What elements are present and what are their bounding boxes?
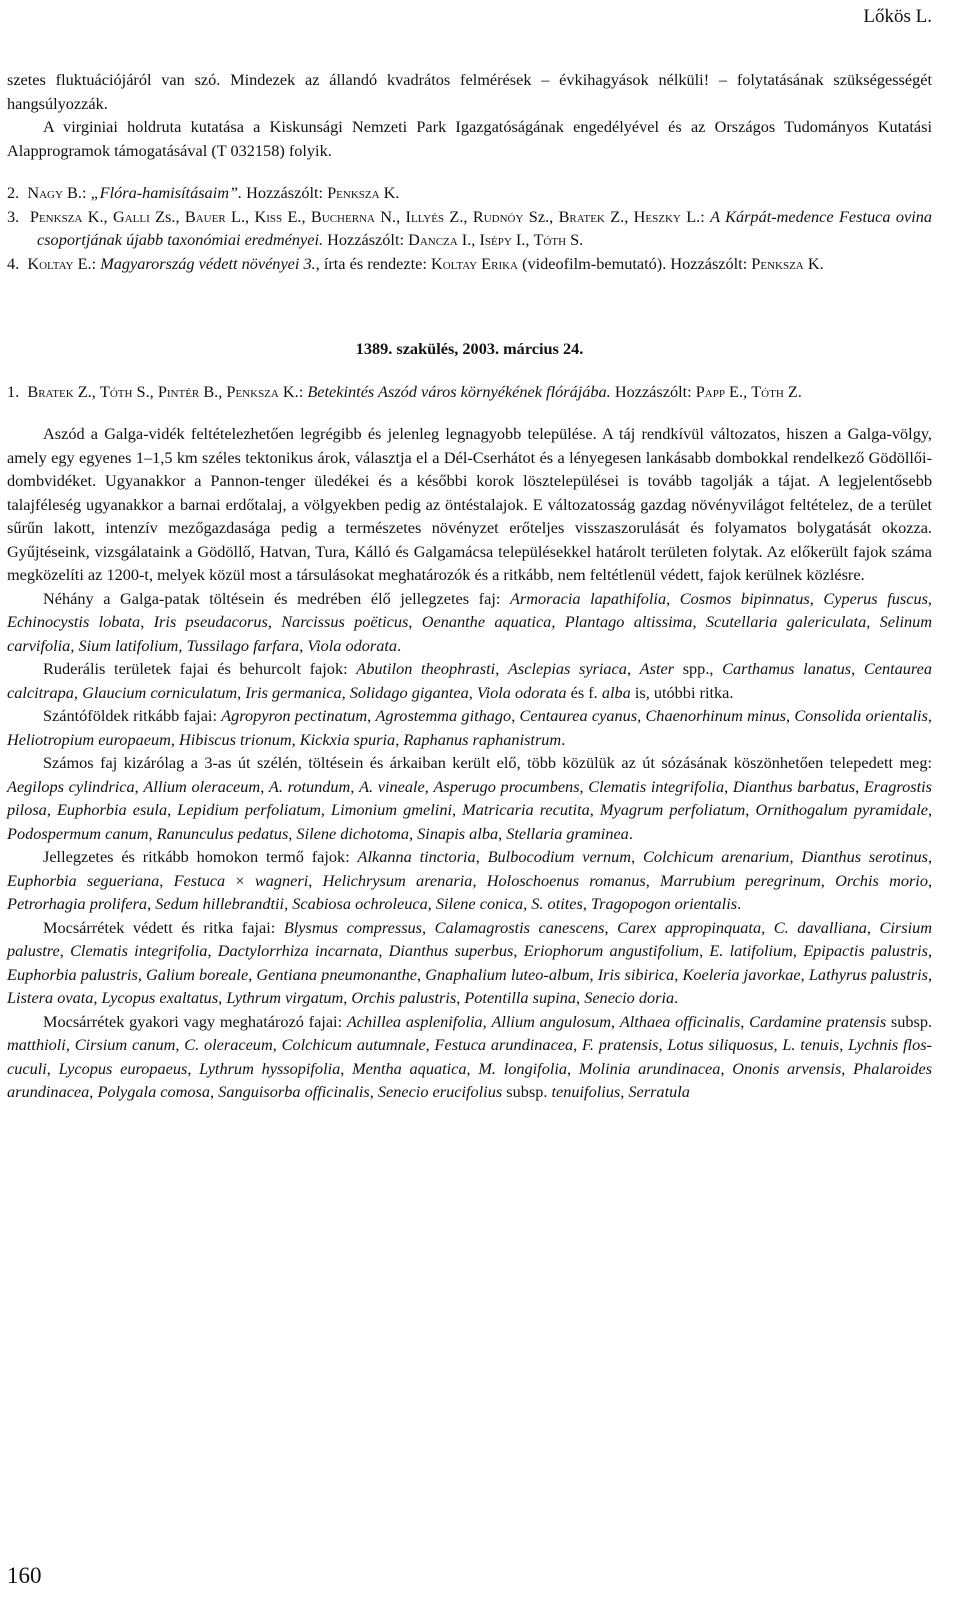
intro-paragraph-1: szetes fluktuációjáról van szó. Mindezek az állandó kvadrátos felmérések – évkihagyások nélküli! – folytatásának szükségességét hangsúlyozzák. [7, 70, 932, 113]
session-heading: 1389. szakülés, 2003. március 24. [355, 339, 584, 358]
body-paragraph: Mocsárrétek védett és ritka fajai: Blysmus compressus, Calamagrostis canescens, Carex appropinquata, C. davalliana, Cirsium palustre, Clematis integrifolia, Dactylorrhiza incarnata, Dianthus superbus, Eriophorum angustifolium, E. latifolium, Epipactis palustris, Euphorbia palustris, Galium boreale, Gentiana pneumonanthe, Gnaphalium luteo-album, Iris sibirica, Koeleria javorkae, Lathyrus palustris, Listera ovata, Lycopus exaltatus, Lythrum virgatum, Orchis palustris, Potentilla supina, Senecio doria. [7, 917, 933, 1007]
intro-paragraph-2: A virginiai holdruta kutatása a Kiskunsági Nemzeti Park Igazgatóságának engedélyével és az Országos Tudományos Kutatási Alapprogramok támogatásával (T 032158) folyik. [7, 117, 932, 160]
lecture-list-1 [7, 181, 932, 275]
lecture-entry: 4. Koltay E.: Magyarország védett növényei 3., írta és rendezte: Koltay Erika (videofilm-bemutató). Hozzászólt: Penksza K. [7, 253, 824, 273]
lecture-entry: 1. Bratek Z., Tóth S., Pintér B., Penksza K.: Betekintés Aszód város környékének flórájába. Hozzászólt: Papp E., Tóth Z. [7, 381, 802, 401]
abstract-text [7, 422, 932, 1104]
body-paragraph: Számos faj kizárólag a 3-as út szélén, töltésein és árkaiban került elő, több közülük az út sózásának köszönhetően telepedett meg: Aegilops cylindrica, Allium oleraceum, A. rotundum, A. vineale, Asperugo procumbens, Clematis integrifolia, Dianthus barbatus, Eragrostis pilosa, Euphorbia esula, Lepidium perfoliatum, Limonium gmelini, Matricaria recutita, Myagrum perfoliatum, Ornithogalum pyramidale, Podospermum canum, Ranunculus pedatus, Silene dichotoma, Sinapis alba, Stellaria graminea. [7, 753, 933, 843]
page-body [7, 68, 932, 1104]
lecture-entry: 2. Nagy B.: „Flóra-hamisításaim”. Hozzászólt: Penksza K. [7, 183, 400, 202]
lecture-list-2 [7, 380, 932, 404]
body-paragraph: Szántóföldek ritkább fajai: Agropyron pectinatum, Agrostemma githago, Centaurea cyanus, Chaenorhinum minus, Consolida orientalis, Heliotropium europaeum, Hibiscus trionum, Kickxia spuria, Raphanus raphanistrum. [7, 706, 932, 749]
body-paragraph: Aszód a Galga-vidék feltételezhetően legrégibb és jelenleg legnagyobb települése. A táj rendkívül változatos, hiszen a Galga-völgy, amely egy egyenes 1–1,5 km széles tektonikus árok, választja el a Dél-Cserhátot és a lényegesen lankásabb dombokkal rendelkező Gödöllői-dombvidéket. Ugyanakkor a Pannon-tenger üledékei és a későbbi korok lösztelepülései is tovább tagolják a tájat. A legjelentősebb talajféleség ugyanakkor a barnai erdőtalaj, a völgyekben pedig az öntéstalajok. E változatosság gazdag növényvilágot feltételez, de a terület sűrűn lakott, intenzív mezőgazdasága pedig a természetes növényzet erőteljes visszaszorulását és folyamatos bolygatását okozza. Gyűjtéseink, vizsgálataink a Gödöllő, Hatvan, Tura, Kálló és Galgamácsa településekkel határolt területen folytak. Az előkerült fajok száma megközelíti az 1200-t, melyek közül most a társulásokat meghatározók és a ritkább, nem feltétlenül védett, fajok kerülnek közlésre. [7, 424, 932, 584]
running-head: Lőkös L. [863, 6, 932, 27]
body-paragraph: Néhány a Galga-patak töltésein és medrében élő jellegzetes faj: Armoracia lapathifolia, Cosmos bipinnatus, Cyperus fuscus, Echinocystis lobata, Iris pseudacorus, Narcissus poëticus, Oenanthe aquatica, Plantago altissima, Scutellaria galericulata, Selinum carvifolia, Sium latifolium, Tussilago farfara, Viola odorata. [7, 588, 933, 655]
body-paragraph: Jellegzetes és ritkább homokon termő fajok: Alkanna tinctoria, Bulbocodium vernum, Colchicum arenarium, Dianthus serotinus, Euphorbia segueriana, Festuca × wagneri, Helichrysum arenaria, Holoschoenus romanus, Marrubium peregrinum, Orchis morio, Petrorhagia prolifera, Sedum hillebrandtii, Scabiosa ochroleuca, Silene conica, S. otites, Tragopogon orientalis. [7, 847, 933, 913]
body-paragraph: Mocsárrétek gyakori vagy meghatározó fajai: Achillea asplenifolia, Allium angulosum, Althaea officinalis, Cardamine pratensis subsp. matthioli, Cirsium canum, C. oleraceum, Colchicum autumnale, Festuca arundinacea, F. pratensis, Lotus siliquosus, L. tenuis, Lychnis flos-cuculi, Lycopus europaeus, Lythrum hyssopifolia, Mentha aquatica, M. longifolia, Molinia arundinacea, Ononis arvensis, Phalaroides arundinacea, Polygala comosa, Sanguisorba officinalis, Senecio erucifolius subsp. tenuifolius, Serratula [7, 1011, 933, 1101]
page-number: 160 [7, 1563, 42, 1588]
body-paragraph: Ruderális területek fajai és behurcolt fajok: Abutilon theophrasti, Asclepias syriaca, Aster spp., Carthamus lanatus, Centaurea calcitrapa, Glaucium corniculatum, Iris germanica, Solidago gigantea, Viola odorata és f. alba is, utóbbi ritka. [7, 659, 932, 702]
lecture-entry: 3. Penksza K., Galli Zs., Bauer L., Kiss E., Bucherna N., Illyés Z., Rudnóy Sz., Bratek Z., Heszky L.: A Kárpát-medence Festuca ovina csoportjának újabb taxonómiai eredményei. Hozzászólt: Dancza I., Isépy I., Tóth S. [7, 206, 932, 249]
